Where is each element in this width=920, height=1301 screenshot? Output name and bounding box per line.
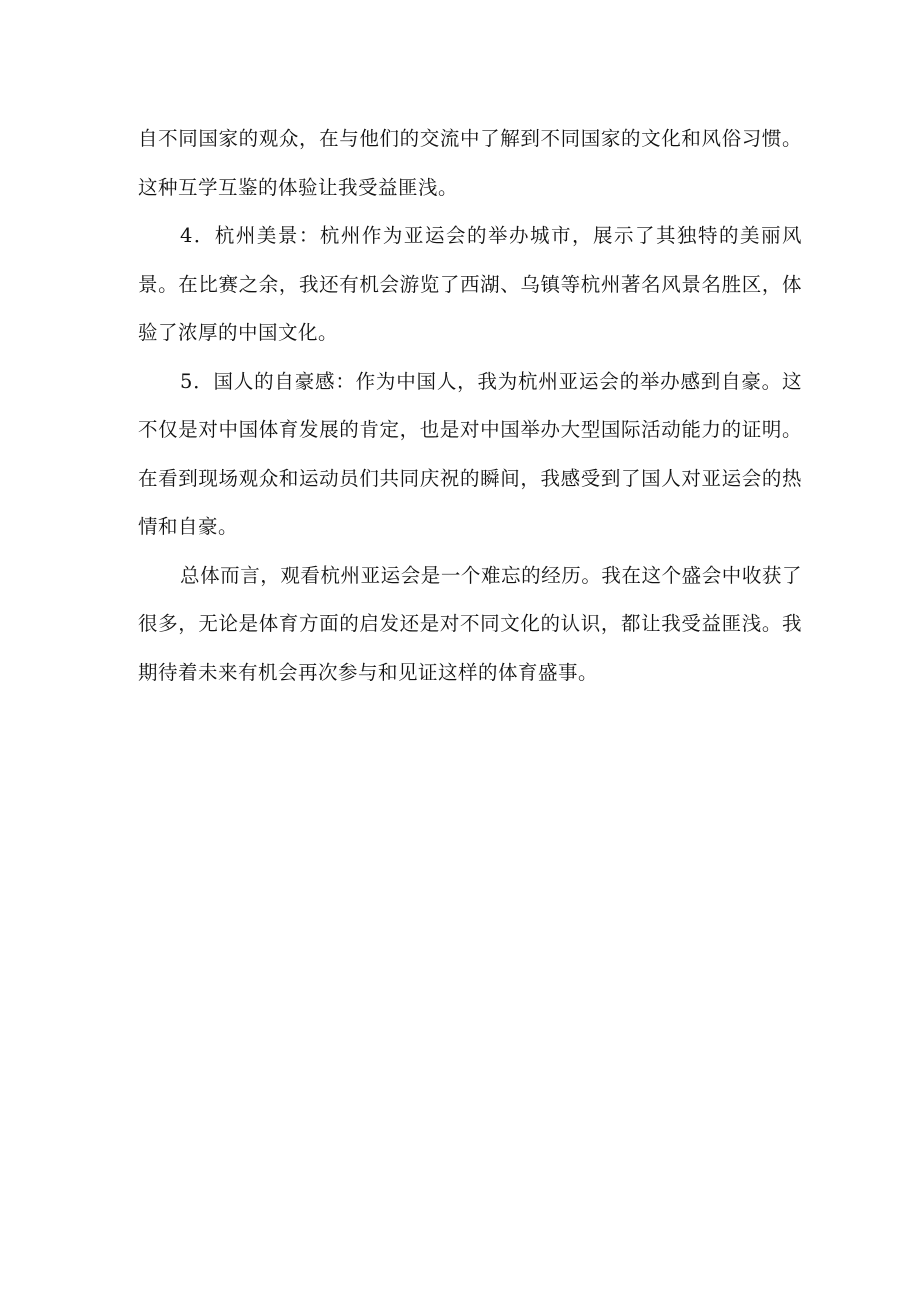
paragraph-continuation: 自不同国家的观众，在与他们的交流中了解到不同国家的文化和风俗习惯。这种互学互鉴的体验让我受益匪浅。 — [138, 127, 802, 199]
document-body — [138, 115, 802, 697]
paragraph-hangzhou-scenery: 4．杭州美景：杭州作为亚运会的举办城市，展示了其独特的美丽风景。在比赛之余，我还有机会游览了西湖、乌镇等杭州著名风景名胜区，体验了浓厚的中国文化。 — [138, 224, 802, 344]
paragraph-national-pride: 5．国人的自豪感：作为中国人，我为杭州亚运会的举办感到自豪。这不仅是对中国体育发展的肯定，也是对中国举办大型国际活动能力的证明。在看到现场观众和运动员们共同庆祝的瞬间，我感受到了国人对亚运会的热情和自豪。 — [138, 369, 802, 538]
paragraph-conclusion: 总体而言，观看杭州亚运会是一个难忘的经历。我在这个盛会中收获了很多，无论是体育方面的启发还是对不同文化的认识，都让我受益匪浅。我期待着未来有机会再次参与和见证这样的体育盛事。 — [138, 563, 802, 684]
